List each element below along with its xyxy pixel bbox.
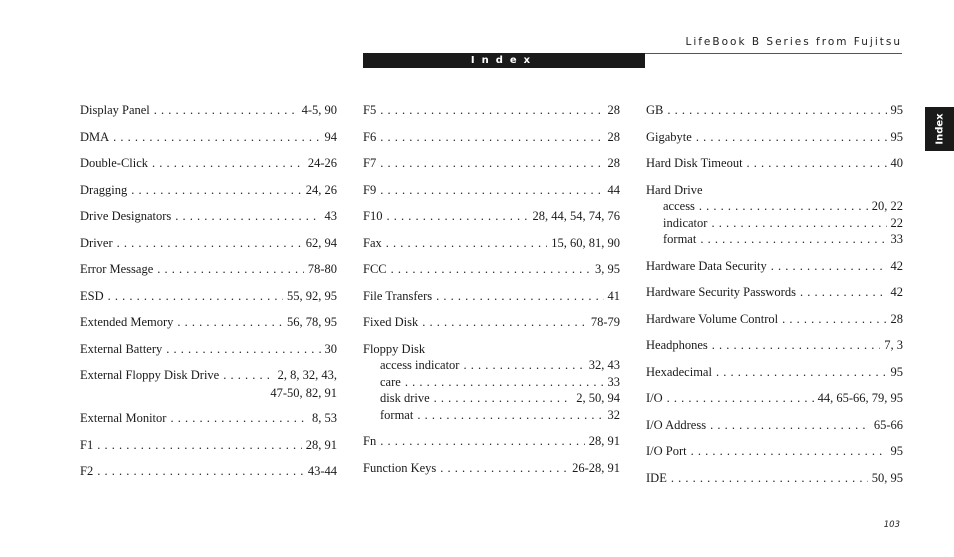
index-entry bbox=[646, 156, 903, 173]
index-entry-line bbox=[646, 391, 903, 408]
index-pages: 44 bbox=[607, 182, 620, 197]
index-pages: 24-26 bbox=[307, 156, 337, 170]
dot-leader bbox=[417, 408, 603, 423]
dot-leader bbox=[671, 471, 868, 486]
index-entry bbox=[363, 103, 620, 120]
index-entry bbox=[80, 262, 337, 279]
index-pages: 33 bbox=[607, 374, 620, 389]
index-entry-line bbox=[363, 315, 620, 332]
dot-leader bbox=[667, 391, 814, 406]
index-term: Fixed Disk bbox=[363, 315, 419, 329]
index-entry bbox=[80, 130, 337, 147]
index-entry-line bbox=[363, 156, 620, 173]
index-term: F7 bbox=[363, 156, 377, 170]
index-entry-line bbox=[646, 130, 903, 147]
index-column-1 bbox=[80, 103, 337, 491]
index-entry-line bbox=[363, 130, 620, 147]
index-entry-line bbox=[80, 209, 337, 226]
index-pages: 65-66 bbox=[873, 417, 903, 432]
index-entry-line bbox=[646, 183, 903, 200]
dot-leader bbox=[97, 464, 304, 479]
index-entry-line bbox=[363, 236, 620, 253]
index-entry bbox=[80, 438, 337, 455]
dot-leader bbox=[97, 438, 302, 453]
index-pages: 28 bbox=[890, 311, 903, 326]
dot-leader bbox=[380, 156, 603, 171]
index-entry-line bbox=[80, 262, 337, 279]
dot-leader bbox=[711, 216, 886, 231]
index-pages: 62, 94 bbox=[305, 235, 337, 250]
index-pages: 40 bbox=[890, 156, 903, 170]
index-term: IDE bbox=[646, 470, 667, 485]
index-entry-line bbox=[363, 183, 620, 200]
index-pages: 15, 60, 81, 90 bbox=[551, 235, 620, 250]
index-entry-line bbox=[80, 438, 337, 455]
index-pages: 28 bbox=[607, 103, 620, 117]
index-entry-line bbox=[646, 471, 903, 488]
index-pages: 95 bbox=[890, 103, 903, 117]
dot-leader bbox=[380, 103, 603, 118]
index-term: Display Panel bbox=[80, 103, 150, 117]
index-term: External Monitor bbox=[80, 411, 167, 425]
index-pages: 95 bbox=[890, 444, 903, 458]
index-entry bbox=[80, 315, 337, 332]
index-entry-line bbox=[80, 156, 337, 173]
index-entry-line bbox=[80, 411, 337, 428]
index-entry bbox=[363, 342, 620, 425]
index-pages: 28, 44, 54, 74, 76 bbox=[532, 209, 620, 223]
index-entry bbox=[646, 130, 903, 147]
dot-leader bbox=[152, 156, 304, 171]
dot-leader bbox=[131, 183, 302, 198]
index-term: Double-Click bbox=[80, 156, 149, 170]
index-entry bbox=[363, 315, 620, 332]
index-term: indicator bbox=[663, 215, 708, 230]
index-entry bbox=[646, 183, 903, 249]
index-entry bbox=[363, 209, 620, 226]
index-pages: 44, 65-66, 79, 95 bbox=[817, 391, 903, 405]
dot-leader bbox=[716, 365, 887, 380]
index-term: Fax bbox=[363, 235, 382, 250]
index-term: Hard Drive bbox=[646, 182, 703, 197]
index-entry bbox=[646, 103, 903, 120]
index-entry bbox=[646, 365, 903, 382]
index-entry bbox=[80, 183, 337, 200]
dot-leader bbox=[696, 130, 887, 145]
index-pages: 55, 92, 95 bbox=[287, 288, 337, 303]
index-subentry bbox=[363, 358, 620, 375]
dot-leader bbox=[166, 342, 320, 357]
index-term: F6 bbox=[363, 129, 377, 144]
index-term: FCC bbox=[363, 262, 387, 276]
index-term: I/O Address bbox=[646, 417, 707, 432]
index-entry-line bbox=[80, 183, 337, 200]
index-entry bbox=[80, 209, 337, 226]
side-tab-label: Index bbox=[934, 113, 945, 145]
index-entry bbox=[363, 461, 620, 478]
index-term: DMA bbox=[80, 129, 110, 144]
index-term: Hard Disk Timeout bbox=[646, 156, 743, 170]
index-entry-line bbox=[646, 103, 903, 120]
index-entry-line bbox=[80, 315, 337, 332]
index-term: Hexadecimal bbox=[646, 364, 712, 379]
index-pages: 78-80 bbox=[307, 262, 337, 276]
index-pages: 30 bbox=[324, 341, 337, 356]
index-pages: 24, 26 bbox=[305, 182, 337, 197]
index-entry bbox=[363, 130, 620, 147]
index-entry bbox=[80, 464, 337, 481]
dot-leader bbox=[108, 289, 283, 304]
index-subentry bbox=[363, 391, 620, 408]
index-entry-line bbox=[80, 130, 337, 147]
dot-leader bbox=[436, 289, 603, 304]
index-term: Gigabyte bbox=[646, 129, 692, 144]
dot-leader bbox=[463, 358, 584, 373]
index-pages: 94 bbox=[324, 129, 337, 144]
index-entry-line bbox=[363, 262, 620, 279]
index-pages: 28 bbox=[607, 156, 620, 170]
index-term: access indicator bbox=[380, 358, 460, 372]
index-column-2 bbox=[363, 103, 620, 487]
dot-leader bbox=[154, 103, 298, 118]
dot-leader bbox=[691, 444, 887, 459]
dot-leader bbox=[386, 209, 528, 224]
dot-leader bbox=[380, 130, 603, 145]
index-subentry bbox=[646, 199, 903, 216]
index-pages: 32, 43 bbox=[588, 358, 620, 372]
index-subentry bbox=[363, 408, 620, 425]
index-term: disk drive bbox=[380, 391, 430, 405]
index-pages: 41 bbox=[607, 288, 620, 303]
index-entry bbox=[646, 391, 903, 408]
index-pages: 8, 53 bbox=[312, 411, 337, 425]
dot-leader bbox=[113, 130, 320, 145]
index-term: Headphones bbox=[646, 338, 708, 352]
index-pages: 95 bbox=[890, 129, 903, 144]
side-tab bbox=[925, 107, 954, 151]
section-bar: Index bbox=[363, 53, 645, 68]
index-term: Dragging bbox=[80, 182, 128, 197]
dot-leader bbox=[117, 236, 302, 251]
index-entry-line bbox=[80, 464, 337, 481]
index-entry-line bbox=[646, 418, 903, 435]
dot-leader bbox=[771, 259, 887, 274]
index-entry-line bbox=[646, 156, 903, 173]
dot-leader bbox=[667, 103, 886, 118]
index-entry bbox=[646, 444, 903, 461]
dot-leader bbox=[386, 236, 548, 251]
dot-leader bbox=[440, 461, 568, 476]
index-term: access bbox=[663, 199, 695, 213]
index-term: Floppy Disk bbox=[363, 341, 426, 356]
index-term: Function Keys bbox=[363, 460, 437, 475]
index-entry bbox=[363, 156, 620, 173]
index-entry-line bbox=[646, 312, 903, 329]
index-pages: 42 bbox=[890, 258, 903, 273]
index-pages: 43 bbox=[324, 209, 337, 223]
dot-leader bbox=[800, 285, 887, 300]
index-entry bbox=[646, 285, 903, 302]
index-entry-line bbox=[363, 434, 620, 451]
index-entry bbox=[80, 368, 337, 401]
index-term: format bbox=[380, 407, 414, 422]
index-pages: 2, 50, 94 bbox=[576, 391, 620, 405]
index-term: F5 bbox=[363, 103, 377, 117]
index-entry-line bbox=[363, 289, 620, 306]
index-entry bbox=[363, 289, 620, 306]
index-entry bbox=[646, 418, 903, 435]
index-term: GB bbox=[646, 103, 664, 117]
index-entry bbox=[80, 236, 337, 253]
index-entry bbox=[80, 156, 337, 173]
index-pages: 22 bbox=[890, 215, 903, 230]
dot-leader bbox=[747, 156, 887, 171]
index-entry-line bbox=[646, 365, 903, 382]
index-column-3 bbox=[646, 103, 903, 497]
index-entry-line bbox=[80, 368, 337, 385]
index-entry-line bbox=[646, 444, 903, 461]
dot-leader bbox=[434, 391, 573, 406]
index-term: Extended Memory bbox=[80, 315, 174, 329]
index-pages: 7, 3 bbox=[884, 338, 903, 352]
index-pages: 78-79 bbox=[590, 315, 620, 329]
index-pages: 33 bbox=[890, 232, 903, 246]
index-term: External Battery bbox=[80, 341, 163, 356]
index-pages: 28, 91 bbox=[588, 434, 620, 448]
index-term: F9 bbox=[363, 182, 377, 197]
index-pages: 95 bbox=[890, 364, 903, 379]
index-pages: 2, 8, 32, 43, bbox=[277, 368, 337, 382]
index-term: I/O bbox=[646, 391, 663, 405]
index-pages: 20, 22 bbox=[871, 199, 903, 213]
index-term: ESD bbox=[80, 288, 104, 303]
index-entry bbox=[80, 342, 337, 359]
index-pages: 50, 95 bbox=[871, 470, 903, 485]
index-entry-line bbox=[646, 285, 903, 302]
index-entry-line bbox=[363, 209, 620, 226]
index-pages: 3, 95 bbox=[595, 262, 620, 276]
index-pages: 26-28, 91 bbox=[572, 460, 620, 475]
index-subentry bbox=[363, 375, 620, 392]
index-pages-continued: 47-50, 82, 91 bbox=[270, 385, 337, 400]
index-term: I/O Port bbox=[646, 444, 687, 458]
index-term: F2 bbox=[80, 464, 94, 478]
index-entry bbox=[646, 259, 903, 276]
dot-leader bbox=[699, 199, 868, 214]
index-entry-line bbox=[80, 103, 337, 120]
index-pages: 56, 78, 95 bbox=[287, 315, 337, 329]
index-term: Driver bbox=[80, 235, 113, 250]
index-entry-line bbox=[363, 103, 620, 120]
index-entry bbox=[646, 471, 903, 488]
index-term: Hardware Data Security bbox=[646, 258, 767, 273]
index-subentry bbox=[646, 216, 903, 233]
index-pages: 28, 91 bbox=[305, 437, 337, 452]
index-entry bbox=[80, 411, 337, 428]
dot-leader bbox=[422, 315, 587, 330]
index-entry-line bbox=[80, 236, 337, 253]
index-entry bbox=[646, 338, 903, 355]
index-entry-line bbox=[646, 259, 903, 276]
index-pages: 4-5, 90 bbox=[301, 103, 337, 117]
dot-leader bbox=[380, 183, 603, 198]
dot-leader bbox=[405, 375, 604, 390]
index-entry bbox=[363, 236, 620, 253]
book-title: LifeBook B Series from Fujitsu bbox=[685, 36, 902, 48]
dot-leader bbox=[380, 434, 585, 449]
index-entry bbox=[80, 289, 337, 306]
index-entry-line bbox=[646, 338, 903, 355]
index-entry bbox=[363, 434, 620, 451]
index-entry bbox=[80, 103, 337, 120]
dot-leader bbox=[223, 368, 273, 383]
dot-leader bbox=[782, 312, 886, 327]
index-entry bbox=[363, 183, 620, 200]
index-term: F1 bbox=[80, 437, 94, 452]
dot-leader bbox=[712, 338, 880, 353]
dot-leader bbox=[157, 262, 304, 277]
index-pages: 28 bbox=[607, 129, 620, 144]
index-term: File Transfers bbox=[363, 288, 433, 303]
index-entry bbox=[646, 312, 903, 329]
index-term: F10 bbox=[363, 209, 383, 223]
dot-leader bbox=[170, 411, 308, 426]
index-pages: 42 bbox=[890, 285, 903, 299]
index-term: External Floppy Disk Drive bbox=[80, 368, 220, 382]
dot-leader bbox=[710, 418, 870, 433]
page-number: 103 bbox=[883, 520, 900, 530]
index-term: Error Message bbox=[80, 262, 154, 276]
index-entry-line bbox=[80, 342, 337, 359]
index-subentry bbox=[646, 232, 903, 249]
dot-leader bbox=[700, 232, 886, 247]
index-entry-line bbox=[80, 289, 337, 306]
dot-leader bbox=[177, 315, 283, 330]
index-term: Fn bbox=[363, 434, 377, 448]
index-term: Hardware Security Passwords bbox=[646, 285, 796, 299]
dot-leader bbox=[391, 262, 591, 277]
index-entry bbox=[363, 262, 620, 279]
index-term: Hardware Volume Control bbox=[646, 311, 779, 326]
index-term: format bbox=[663, 232, 697, 246]
dot-leader bbox=[175, 209, 320, 224]
index-term: Drive Designators bbox=[80, 209, 172, 223]
index-entry-line bbox=[363, 342, 620, 359]
index-pages: 32 bbox=[607, 407, 620, 422]
index-pages: 43-44 bbox=[307, 464, 337, 478]
index-term: care bbox=[380, 374, 401, 389]
index-entry-line bbox=[363, 461, 620, 478]
